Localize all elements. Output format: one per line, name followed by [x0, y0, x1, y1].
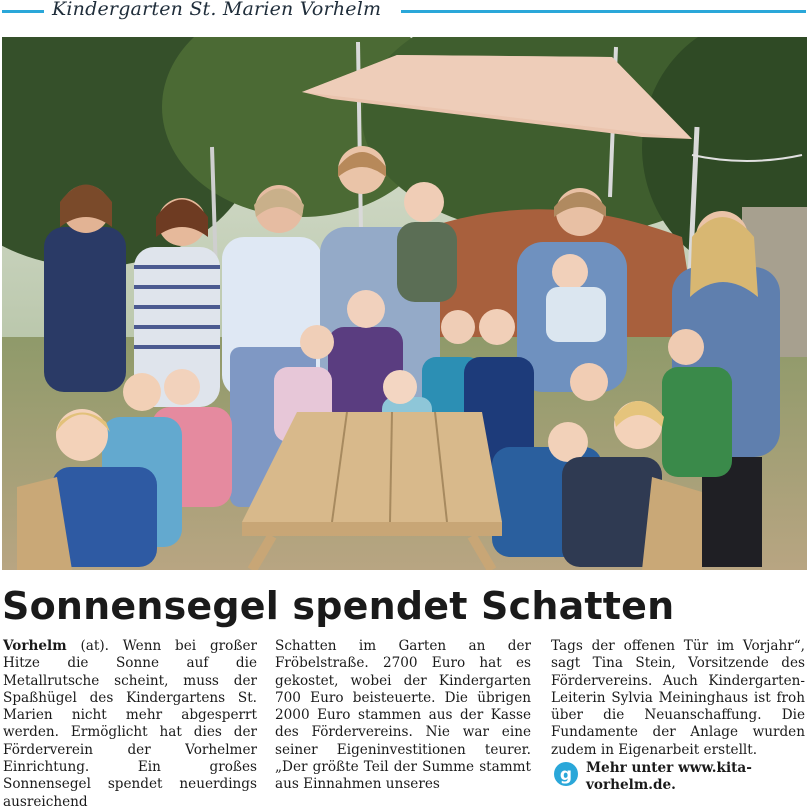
svg-text:g: g	[559, 765, 573, 785]
photo-illustration	[2, 37, 807, 570]
kicker-bar	[0, 0, 809, 26]
kicker-rule-right	[401, 10, 806, 13]
kicker-rule-left	[2, 10, 44, 13]
kicker-title: Kindergarten St. Marien Vorhelm	[52, 0, 382, 20]
g-logo-icon	[553, 761, 579, 787]
more-info	[551, 760, 807, 796]
article-text-1: (at). Wenn bei großer Hitze die Sonne auf die Metallrutsche scheint, muss der Spaßhügel des Kindergartens St. Marien nicht mehr abgesperrt werden. Ermöglicht hat dies der Förderverein der Vorhelmer Einrichtung. Ein großes Sonnensegel spendet neuerdings ausreichend	[3, 638, 257, 810]
article-lead: Vorhelm	[3, 638, 67, 654]
more-link[interactable]: Mehr unter www.kita-vorhelm.de.	[586, 760, 752, 793]
headline: Sonnensegel spendet Schatten	[2, 584, 675, 628]
article-text-2: Schatten im Garten an der Fröbelstraße. 2700 Euro hat es gekostet, wobei der Kindergarten 700 Euro beisteuerte. Die übrigen 2000 Euro stammen aus der Kasse des Fördervereins. Nie war eine seiner Eigeninvestitionen teurer. „Der größte Teil der Summe stammt aus Einnahmen unseres	[275, 638, 531, 793]
article-text-3: Tags der offenen Tür im Vorjahr“, sagt Tina Stein, Vorsitzende des Fördervereins. Auch Kindergarten-Leiterin Sylvia Meininghaus ist froh über die Neuanschaffung. Die Fundamente der Anlage wurden zudem in Eigenarbeit erstellt.	[551, 638, 805, 758]
article-column-1	[3, 638, 257, 811]
article-column-3	[551, 638, 805, 759]
group-photo	[2, 37, 807, 570]
article-column-2	[275, 638, 531, 794]
